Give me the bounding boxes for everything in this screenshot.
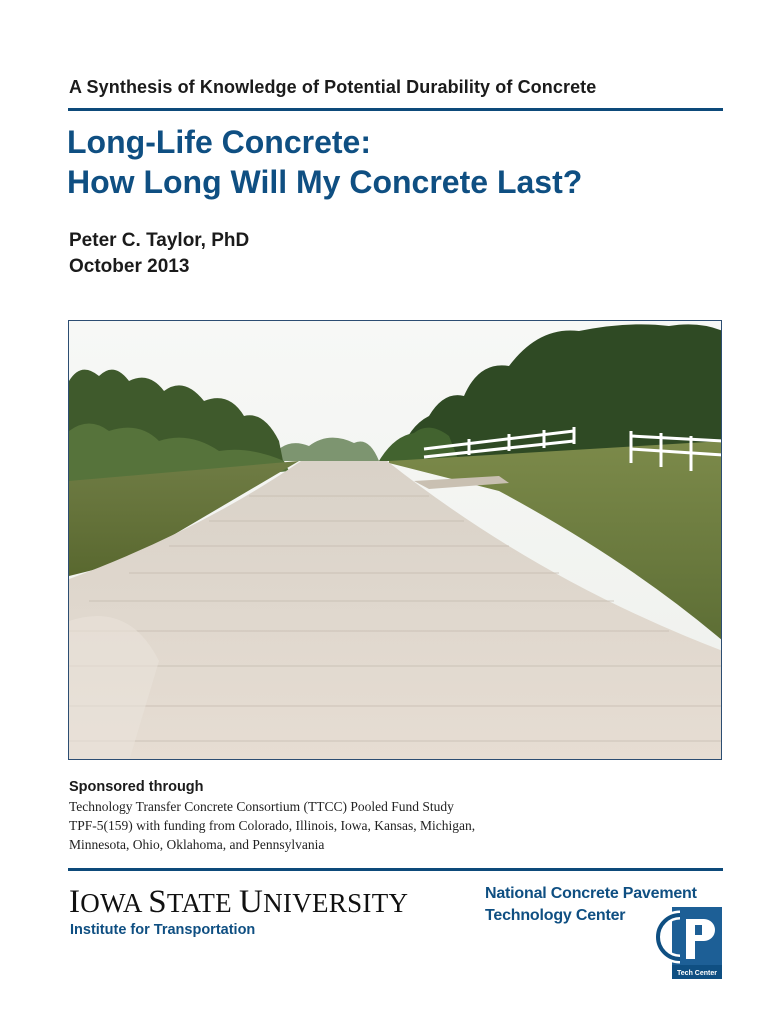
report-series-title: A Synthesis of Knowledge of Potential Durability of Concrete [69,77,597,97]
title-line-1: Long-Life Concrete: [67,124,371,160]
sponsor-line-2: TPF-5(159) with funding from Colorado, Illinois, Iowa, Kansas, Michigan, [69,818,476,833]
sponsor-line-1: Technology Transfer Concrete Consortium (TTCC) Pooled Fund Study [69,799,454,814]
ncpt-line-1: National Concrete Pavement [485,885,697,902]
logo-caption: Tech Center [677,970,717,977]
institute-for-transportation: Institute for Transportation [70,922,256,938]
cover-photo [68,320,722,760]
title-line-2: How Long Will My Concrete Last? [67,164,583,200]
sponsor-line-3: Minnesota, Ohio, Oklahoma, and Pennsylvania [69,837,325,852]
concrete-road-photo [69,321,722,760]
header-divider [68,108,723,111]
footer-divider [68,868,723,871]
iowa-state-university-wordmark: IOWA STATE UNIVERSITY [69,884,409,920]
publication-date: October 2013 [69,256,190,277]
document-title [67,122,582,202]
sponsor-heading: Sponsored through [69,779,204,795]
author-block [69,228,249,280]
cp-tech-center-logo [650,907,722,979]
ncpt-line-2: Technology Center [485,907,626,924]
author-name: Peter C. Taylor, PhD [69,230,250,251]
sponsor-text [69,797,589,854]
cp-logo-icon [650,907,722,979]
